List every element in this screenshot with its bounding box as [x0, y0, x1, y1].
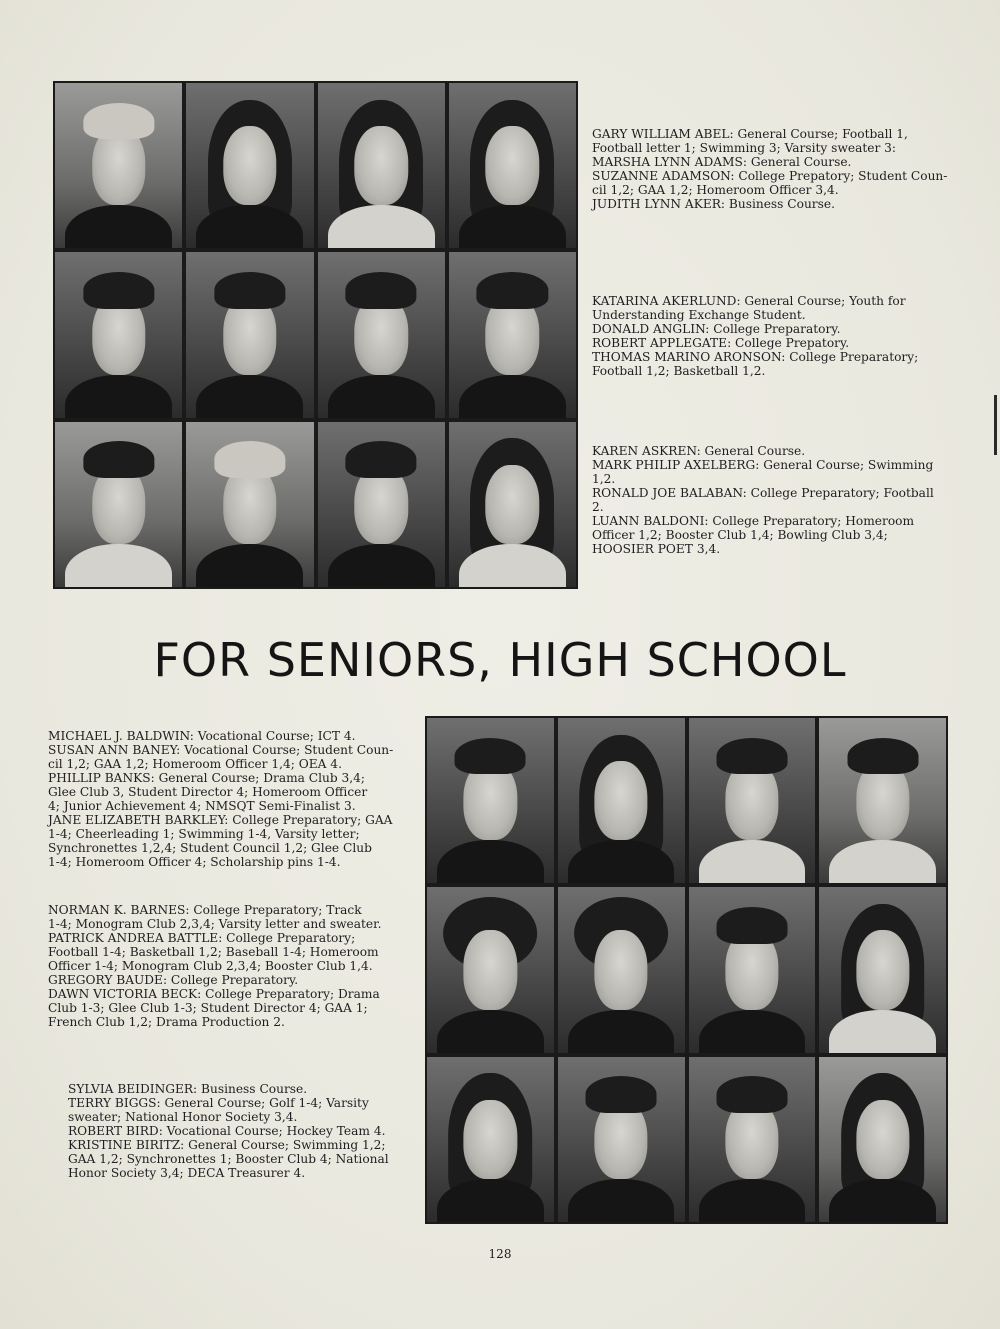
- portrait-photo: [55, 83, 182, 248]
- portrait-photo: [186, 252, 313, 417]
- top-photo-grid: [53, 81, 578, 589]
- portrait-photo: [558, 718, 685, 883]
- caption-row-5: NORMAN K. BARNES: College Preparatory; Track 1-4; Monogram Club 2,3,4; Varsity letter and sweater. PATRICK ANDREA BATTLE: College Preparatory; Football 1-4; Basketball 1,2; Baseball 1-4; Homeroom Officer 1-4; Monogram Club 2,3,4; Booster Club 1,4. GREGORY BAUDE: College Preparatory. DAWN VICTORIA BECK: College Preparatory; Drama Club 1-3; Glee Club 1-3; Student Director 4; GAA 1; French Club 1,2; Drama Production 2.: [48, 903, 382, 1029]
- caption-row-1: GARY WILLIAM ABEL: General Course; Football 1, Football letter 1; Swimming 3; Varsity sweater 3: MARSHA LYNN ADAMS: General Course. SUZANNE ADAMSON: College Prepatory; Student Coun- cil 1,2; GAA 1,2; Homeroom Officer 3,4. JUDITH LYNN AKER: Business Course.: [592, 127, 948, 211]
- section-heading: FOR SENIORS, HIGH SCHOOL: [153, 633, 847, 687]
- portrait-photo: [819, 887, 946, 1052]
- page-edge-mark: [994, 395, 997, 455]
- caption-row-4: MICHAEL J. BALDWIN: Vocational Course; ICT 4. SUSAN ANN BANEY: Vocational Course; Student Coun- cil 1,2; GAA 1,2; Homeroom Officer 1,4; OEA 4. PHILLIP BANKS: General Course; Drama Club 3,4; Glee Club 3, Student Director 4; Homeroom Officer 4; Junior Achievement 4; NMSQT Semi-Finalist 3. JANE ELIZABETH BARKLEY: College Preparatory; GAA 1-4; Cheerleading 1; Swimming 1-4, Varsity letter; Synchronettes 1,2,4; Student Council 1,2; Glee Club 1-4; Homeroom Officer 4; Scholarship pins 1-4.: [48, 729, 394, 869]
- portrait-photo: [558, 1057, 685, 1222]
- caption-row-3: KAREN ASKREN: General Course. MARK PHILIP AXELBERG: General Course; Swimming 1,2. RONALD JOE BALABAN: College Preparatory; Football 2. LUANN BALDONI: College Preparatory; Homeroom Officer 1,2; Booster Club 1,4; Bowling Club 3,4; HOOSIER POET 3,4.: [592, 444, 934, 556]
- portrait-photo: [427, 1057, 554, 1222]
- portrait-photo: [186, 422, 313, 587]
- portrait-photo: [186, 83, 313, 248]
- portrait-photo: [427, 718, 554, 883]
- caption-row-6: SYLVIA BEIDINGER: Business Course. TERRY BIGGS: General Course; Golf 1-4; Varsity sweater; National Honor Society 3,4. ROBERT BIRD: Vocational Course; Hockey Team 4. KRISTINE BIRITZ: General Course; Swimming 1,2; GAA 1,2; Synchronettes 1; Booster Club 4; National Honor Society 3,4; DECA Treasurer 4.: [68, 1082, 389, 1180]
- portrait-photo: [819, 1057, 946, 1222]
- portrait-photo: [449, 252, 576, 417]
- page-number: 128: [488, 1247, 512, 1261]
- portrait-photo: [819, 718, 946, 883]
- portrait-photo: [449, 83, 576, 248]
- portrait-photo: [318, 422, 445, 587]
- portrait-photo: [55, 252, 182, 417]
- bottom-photo-grid: [425, 716, 948, 1224]
- caption-row-2: KATARINA AKERLUND: General Course; Youth for Understanding Exchange Student. DONALD ANGLIN: College Preparatory. ROBERT APPLEGATE: College Prepatory. THOMAS MARINO ARONSON: College Preparatory; Football 1,2; Basketball 1,2.: [592, 294, 919, 378]
- portrait-photo: [558, 887, 685, 1052]
- portrait-photo: [318, 252, 445, 417]
- portrait-photo: [55, 422, 182, 587]
- portrait-photo: [449, 422, 576, 587]
- portrait-photo: [689, 718, 816, 883]
- portrait-photo: [318, 83, 445, 248]
- portrait-photo: [689, 1057, 816, 1222]
- portrait-photo: [427, 887, 554, 1052]
- portrait-photo: [689, 887, 816, 1052]
